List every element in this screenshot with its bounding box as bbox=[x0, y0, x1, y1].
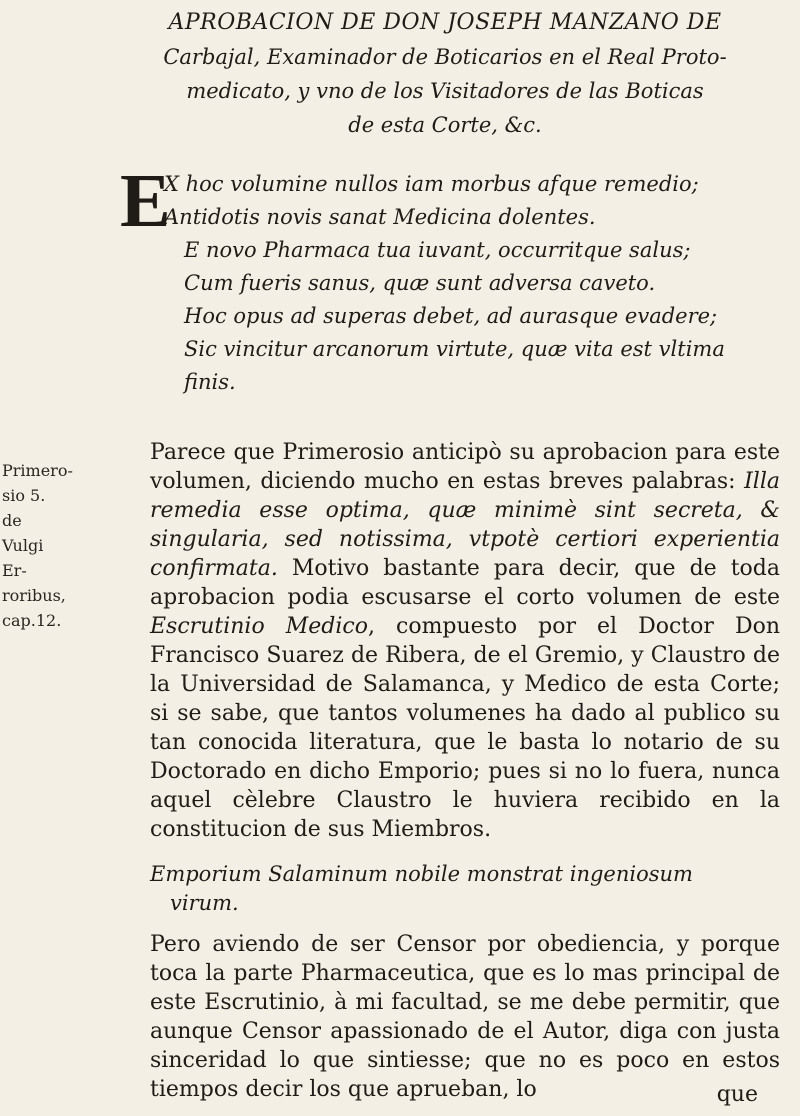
marginal-line: Vulgi Er- bbox=[2, 536, 44, 580]
latin-quote bbox=[150, 860, 770, 918]
heading-line-2: Carbajal, Examinador de Boticarios en el Real Proto- bbox=[163, 45, 727, 69]
verse-line: Cum fueris sanus, quæ sunt adversa caveto. bbox=[184, 271, 656, 295]
marginal-line: Primero- bbox=[2, 461, 73, 480]
latin-verse bbox=[120, 159, 780, 399]
quote-line-2: virum. bbox=[170, 891, 239, 915]
verse-line: E novo Pharmaca tua iuvant, occurritque salus; bbox=[184, 238, 691, 262]
book-title: Escrutinio Medico bbox=[150, 614, 368, 639]
verse-line: Antidotis novis sanat Medicina dolentes. bbox=[164, 205, 596, 229]
latin-citation: Illa remedia esse optima, quæ minimè sint secreta, & singularia, sed notissima, vtpotè certiori experientia confirmata. bbox=[150, 469, 780, 581]
paragraph: Pero aviendo de ser Censor por obediencia, y porque toca la parte Pharmaceutica, que es lo mas principal de este Escrutinio, à mi facultad, se me debe permitir, que aunque Censor apassionado de el Autor, diga con justa sinceridad lo que sintiesse; que no es poco en estos tiempos decir los que aprueban, lo bbox=[150, 932, 780, 1102]
drop-cap: E bbox=[120, 159, 171, 243]
verse-line: Sic vincitur arcanorum virtute, quæ vita est vltima bbox=[184, 337, 725, 361]
marginal-line: sio 5. de bbox=[2, 486, 46, 530]
paragraph bbox=[150, 438, 780, 844]
heading-line-4: de esta Corte, &c. bbox=[348, 113, 542, 137]
body-paragraph-1 bbox=[150, 438, 780, 844]
verse-line: finis. bbox=[184, 370, 236, 394]
catchword: que bbox=[716, 1082, 758, 1107]
heading-line-3: medicato, y vno de los Visitadores de las Boticas bbox=[186, 79, 704, 103]
marginal-note bbox=[2, 458, 73, 633]
verse-line: Hoc opus ad superas debet, ad aurasque evadere; bbox=[184, 304, 718, 328]
approval-heading bbox=[110, 6, 780, 142]
marginal-line: cap.12. bbox=[2, 611, 62, 630]
text-run: Motivo bastante para decir, que de toda aprobacion podia escusarse el corto volumen de este bbox=[150, 556, 780, 610]
body-paragraph-2 bbox=[150, 930, 780, 1104]
heading-line-1: APROBACION DE DON JOSEPH MANZANO DE bbox=[168, 10, 722, 35]
text-run: , compuesto por el Doctor Don Francisco Suarez de Ribera, de el Gremio, y Claustro de la Universidad de Salamanca, y Medico de esta Corte; si se sabe, que tantos volumenes ha dado al publico su tan conocida literatura, que le basta lo notario de su Doctorado en dicho Emporio; pues si no lo fuera, nunca aquel cèlebre Claustro le huviera recibido en la constitucion de sus Miembros. bbox=[150, 614, 780, 842]
verse-line: X hoc volumine nullos iam morbus afque remedio; bbox=[164, 172, 699, 196]
marginal-line: roribus, bbox=[2, 586, 66, 605]
text-run: Parece que Primerosio anticipò su aprobacion para este volumen, diciendo mucho en estas breves palabras: bbox=[150, 440, 780, 494]
quote-line-1: Emporium Salaminum nobile monstrat ingeniosum bbox=[150, 862, 693, 886]
